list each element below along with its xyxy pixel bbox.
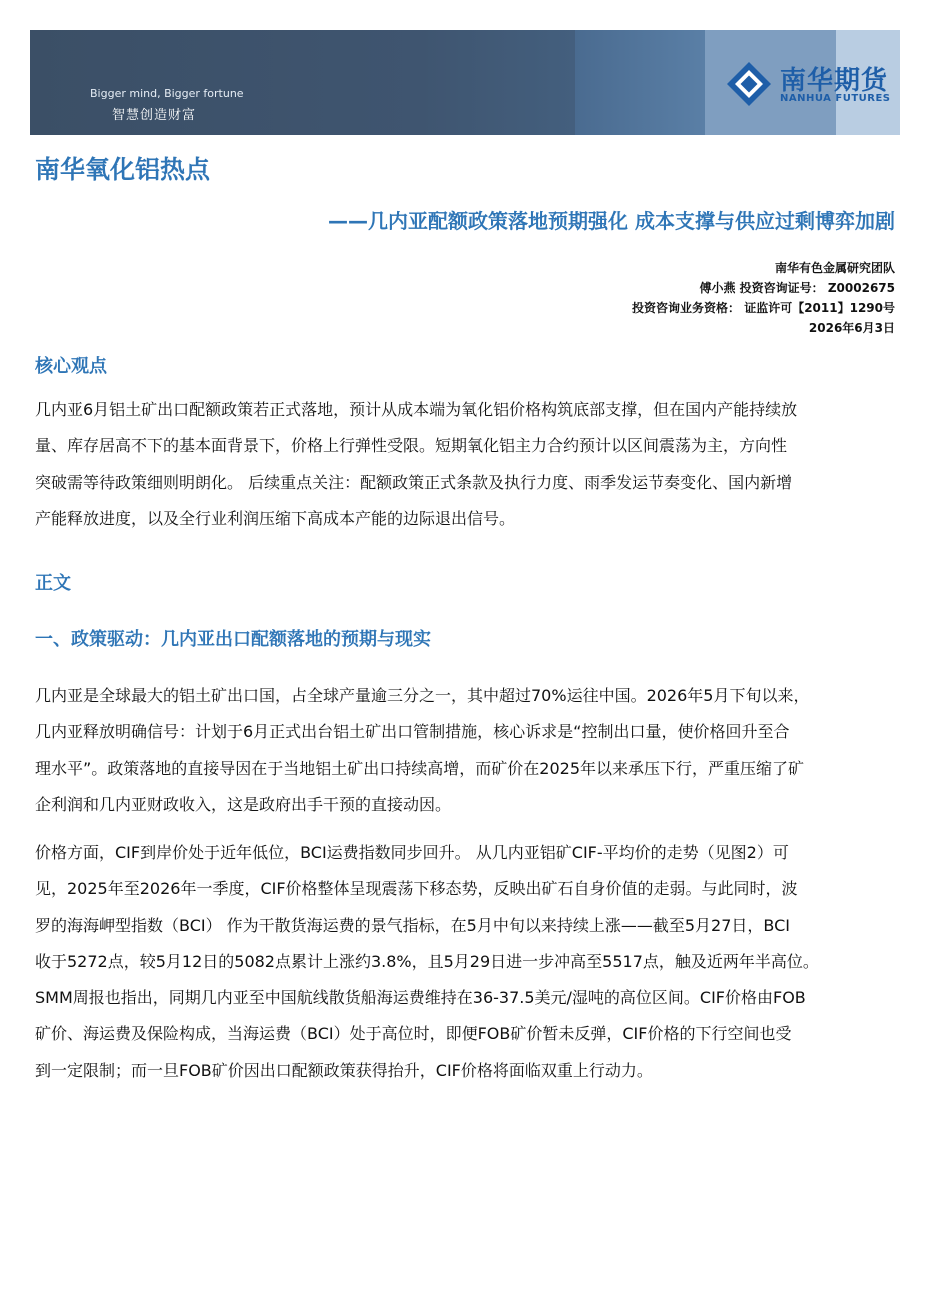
text-line: 见，2025年至2026年一季度，CIF价格整体呈现震荡下移态势，反映出矿石自身价值的走弱。与此同时，波 <box>35 879 798 899</box>
report-title: 南华氧化铝热点 <box>35 155 211 184</box>
license-info: 投资咨询业务资格： 证监许可【2011】1290号 <box>632 301 895 315</box>
slogan-en: Bigger mind, Bigger fortune <box>90 87 244 100</box>
core-view-heading: 核心观点 <box>35 356 107 377</box>
body-heading: 正文 <box>35 573 71 594</box>
slogan-cn: 智慧创造财富 <box>112 108 197 123</box>
text-line: 几内亚释放明确信号：计划于6月正式出台铝土矿出口管制措施，核心诉求是“控制出口量，使价格回升至合 <box>35 722 790 742</box>
report-date: 2026年6月3日 <box>808 321 895 335</box>
text-line: SMM周报也指出，同期几内亚至中国航线散货船海运费维持在36-37.5美元/湿吨的高位区间。CIF价格由FOB <box>35 988 806 1008</box>
text-line: 突破需等待政策细则明朗化。 后续重点关注：配额政策正式条款及执行力度、雨季发运节奏变化、国内新增 <box>35 472 793 492</box>
text-line: 量、库存居高不下的基本面背景下，价格上行弹性受限。短期氧化铝主力合约预计以区间震荡为主，方向性 <box>35 436 788 456</box>
body-paragraph <box>35 678 895 823</box>
company-logo <box>718 58 898 110</box>
logo-text-cn: 南华期货 <box>780 66 889 96</box>
report-subtitle: ——几内亚配额政策落地预期强化 成本支撑与供应过剩博弈加剧 <box>328 209 895 233</box>
text-line: 价格方面，CIF到岸价处于近年低位，BCI运费指数同步回升。 从几内亚铝矿CIF-平均价的走势（见图2）可 <box>35 843 789 862</box>
section-heading: 一、政策驱动：几内亚出口配额落地的预期与现实 <box>35 629 431 650</box>
research-team: 南华有色金属研究团队 <box>774 261 895 275</box>
text-line: 罗的海海岬型指数（BCI） 作为干散货海运费的景气指标，在5月中旬以来持续上涨——截至5月27日，BCI <box>35 915 790 935</box>
body-paragraph <box>35 835 895 1089</box>
text-line: 矿价、海运费及保险构成，当海运费（BCI）处于高位时，即便FOB矿价暂未反弹，CIF价格的下行空间也受 <box>35 1024 792 1044</box>
text-line: 企利润和几内亚财政收入，这是政府出手干预的直接动因。 <box>35 794 452 814</box>
core-view-paragraph <box>35 392 895 537</box>
nanhua-logo-icon <box>726 61 772 107</box>
text-line: 收于5272点，较5月12日的5082点累计上涨约3.8%，且5月29日进一步冲高至5517点，触及近两年半高位。 <box>35 951 819 971</box>
text-line: 几内亚是全球最大的铝土矿出口国，占全球产量逾三分之一，其中超过70%运往中国。2026年5月下旬以来， <box>35 686 810 705</box>
header-banner <box>30 30 900 135</box>
report-meta <box>632 258 895 338</box>
text-line: 几内亚6月铝土矿出口配额政策若正式落地，预计从成本端为氧化铝价格构筑底部支撑，但在国内产能持续放 <box>35 400 798 419</box>
text-line: 到一定限制；而一旦FOB矿价因出口配额政策获得抬升，CIF价格将面临双重上行动力。 <box>35 1060 653 1080</box>
text-line: 产能释放进度，以及全行业利润压缩下高成本产能的边际退出信号。 <box>35 508 516 528</box>
logo-text-en: NANHUA FUTURES <box>780 93 891 104</box>
text-line: 理水平”。政策落地的直接导因在于当地铝土矿出口持续高增，而矿价在2025年以来承压下行，严重压缩了矿 <box>35 758 805 778</box>
banner-stripe <box>575 30 705 135</box>
analyst-info: 傅小燕 投资咨询证号： Z0002675 <box>699 281 895 295</box>
